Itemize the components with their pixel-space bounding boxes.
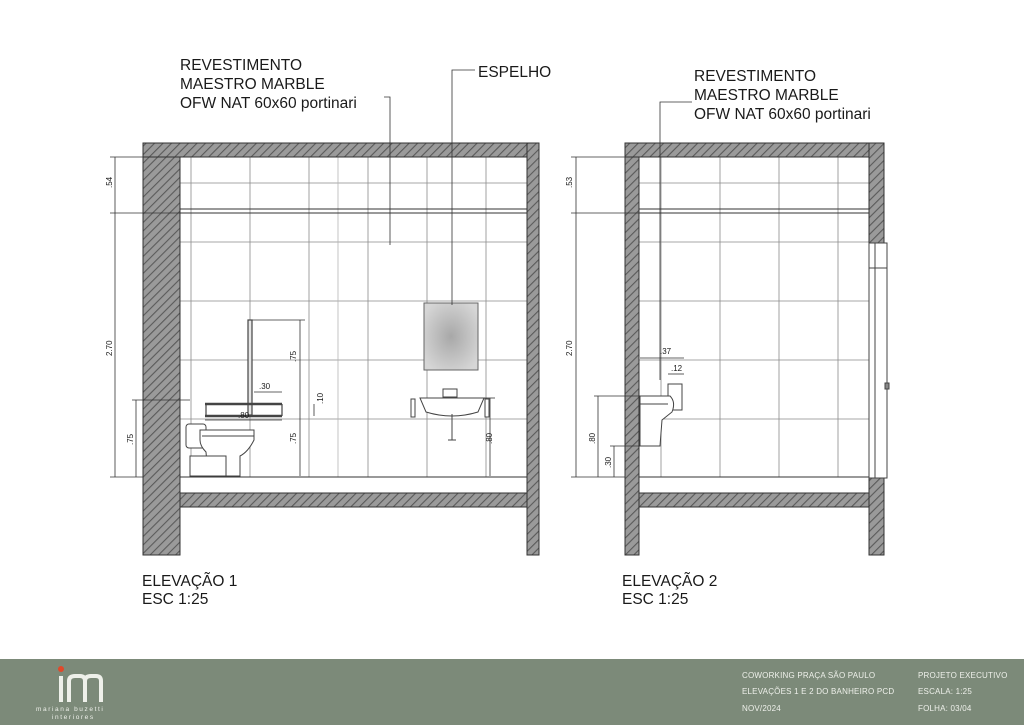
sheet-number: FOLHA: 03/04: [918, 704, 972, 713]
elevation-2: [565, 102, 889, 555]
elevation-1-name: ELEVAÇÃO 1: [142, 573, 238, 590]
logo-tag: interiores: [52, 714, 95, 721]
logo: [32, 663, 128, 723]
elevation-2-title: [622, 573, 717, 609]
dim-grab-length: .80: [238, 411, 250, 420]
dim-flush-width: .37: [660, 347, 672, 356]
phase: PROJETO EXECUTIVO: [918, 671, 1008, 680]
elevation-1: [105, 70, 539, 555]
sheet-description: ELEVAÇÕES 1 E 2 DO BANHEIRO PCD: [742, 687, 895, 696]
dim-toilet-height: .80: [588, 432, 597, 444]
elevation-1-title: [142, 573, 237, 609]
dim-top-2: .53: [565, 176, 574, 188]
dim-sink-height: .80: [485, 432, 494, 444]
dim-grab-lower: .75: [289, 432, 298, 444]
dim-seat-height: .30: [604, 456, 613, 468]
material-label-1: [180, 56, 357, 113]
elevation-1-scale: ESC 1:25: [142, 591, 209, 608]
scale: ESCALA: 1:25: [918, 687, 972, 696]
title-block: [0, 659, 1024, 725]
dim-grab-gap: .10: [316, 392, 325, 404]
wall-right-2b: [869, 478, 884, 555]
dim-grab-offset: .30: [259, 382, 271, 391]
slab-1: [180, 493, 527, 507]
door: [869, 243, 889, 478]
dim-height-1: 2.70: [105, 340, 114, 356]
elevation-2-scale: ESC 1:25: [622, 591, 689, 608]
material-label-2-line3: OFW NAT 60x60 portinari: [694, 106, 871, 123]
wall-top-2: [625, 143, 884, 157]
dim-height-2: 2.70: [565, 340, 574, 356]
slab-2: [639, 493, 869, 507]
dim-grab-vertical: .75: [289, 350, 298, 362]
material-label-1-line3: OFW NAT 60x60 portinari: [180, 95, 357, 112]
elevation-2-name: ELEVAÇÃO 2: [622, 573, 718, 590]
date: NOV/2024: [742, 704, 781, 713]
wall-left-2: [625, 143, 639, 555]
dim-bar-height-1: .75: [126, 433, 135, 445]
wall-right-2a: [869, 143, 884, 243]
material-label-1-line1: REVESTIMENTO: [180, 57, 303, 74]
material-label-2-line2: MAESTRO MARBLE: [694, 87, 839, 104]
dim-flush-offset: .12: [671, 364, 683, 373]
wall-left-1: [143, 143, 180, 555]
material-label-2: [694, 67, 871, 124]
dim-top-1: .54: [105, 176, 114, 188]
tile-grid-2: [639, 157, 869, 479]
logo-mark-icon: [32, 663, 128, 705]
logo-name: mariana buzetti: [36, 706, 105, 713]
mirror: [424, 303, 478, 370]
wall-right-1: [527, 143, 539, 555]
mirror-label: ESPELHO: [478, 64, 552, 81]
material-label-1-line2: MAESTRO MARBLE: [180, 76, 325, 93]
project-name: COWORKING PRAÇA SÃO PAULO: [742, 671, 876, 680]
wall-top-1: [143, 143, 539, 157]
material-label-2-line1: REVESTIMENTO: [694, 68, 817, 85]
